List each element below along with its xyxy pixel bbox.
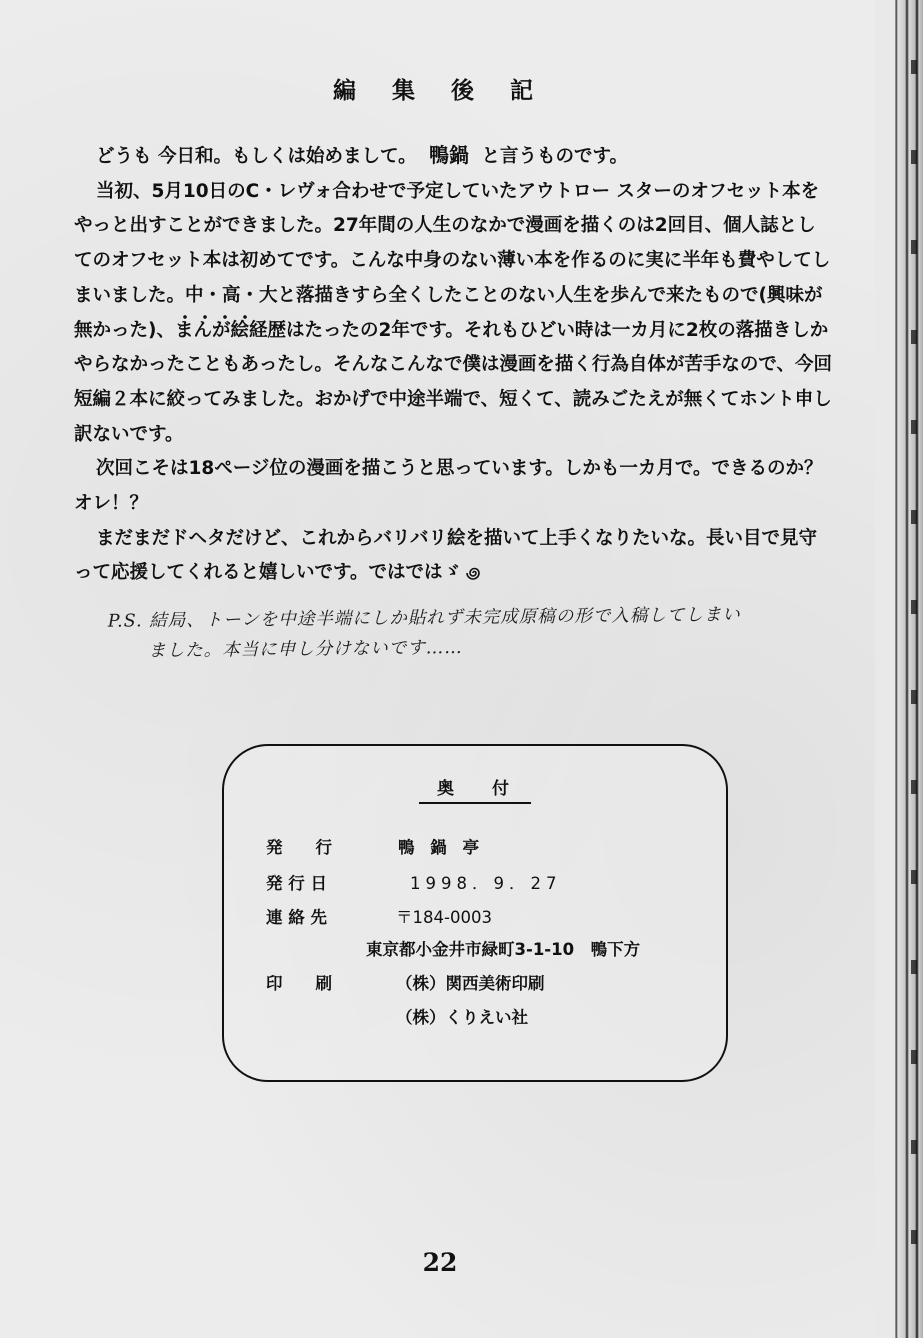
colophon-label: 印 刷 [266,974,332,993]
colophon-value: 鴨 鍋 亭 [398,838,484,857]
paragraph-greeting [74,138,834,175]
colophon-label: 発 行 日 [266,874,327,893]
colophon-value: （株）関西美術印刷 [396,974,545,993]
colophon-value: 東京都小金井市緑町3-1-10 鴨下方 [366,940,641,959]
editorial-text [74,138,834,591]
colophon-label: 発 行 [266,838,332,857]
book-spine-edge [875,0,923,1338]
postscript-line-1: P.S. 結局、トーンを中途半端にしか貼れず未完成原稿の形で入稿してしまい [107,605,741,632]
paragraph-next-plan: 次回こそは18ページ位の漫画を描こうと思っています。しかも一カ月で。できるのか？ オレ！？ [74,458,823,515]
author-name: 鴨鍋 [429,143,470,167]
main-text-a: 当初、5月10日のC・レヴォ合わせで予定していたアウトロー スターのオフセット本をやっと出すことができました。27年間の人生のなかで漫画を描くのは2回目、個人誌としてのオフセット本は初めてです。こんな中身のない薄い本を作るのに実に半年も費やしてしまいました。中・高・大と落描きすら全くしたことのない人生を歩んで来たもので(興味が無かった)、 [74,180,831,341]
page-title: 編 集 後 記 [332,78,548,104]
greeting-text-end: と言うものです。 [481,146,629,167]
emphasized-term: まんが絵 [175,314,249,341]
colophon-title [224,774,726,799]
spiral-doodle-icon [463,563,485,583]
colophon-box [222,744,728,1082]
page-number: 22 [422,1248,458,1277]
greeting-text: どうも 今日和。もしくは始めまして。 [96,146,417,167]
colophon-label: 連 絡 先 [266,908,327,927]
main-text-b: 経歴はたったの2年です。それもひどい時は一カ月に2枚の落描きしかやらなかったこともあったし。そんなこんなで僕は漫画を描く行為自体が苦手なので、今回短編２本に絞ってみました。おかげで中途半端で、短くて、読みごたえが無くてホント申し訳ないです。 [74,319,832,445]
handwritten-postscript [108,599,809,666]
colophon-title-text: 奥 付 [419,779,531,804]
colophon-value: 1998．9．27 [410,874,562,893]
paragraph-main [74,175,834,453]
spine-marks [911,60,917,1310]
colophon-value: 〒184-0003 [396,908,492,927]
colophon-value: （株）くりえい社 [396,1008,528,1027]
postscript-line-2: ました。本当に申し分けないです…… [148,637,463,662]
paragraph-closing [74,522,834,591]
closing-text: まだまだドヘタだけど、これからバリバリ絵を描いて上手くなりたいな。長い目で見守って応援してくれると嬉しいです。ではではゞ [74,527,817,584]
